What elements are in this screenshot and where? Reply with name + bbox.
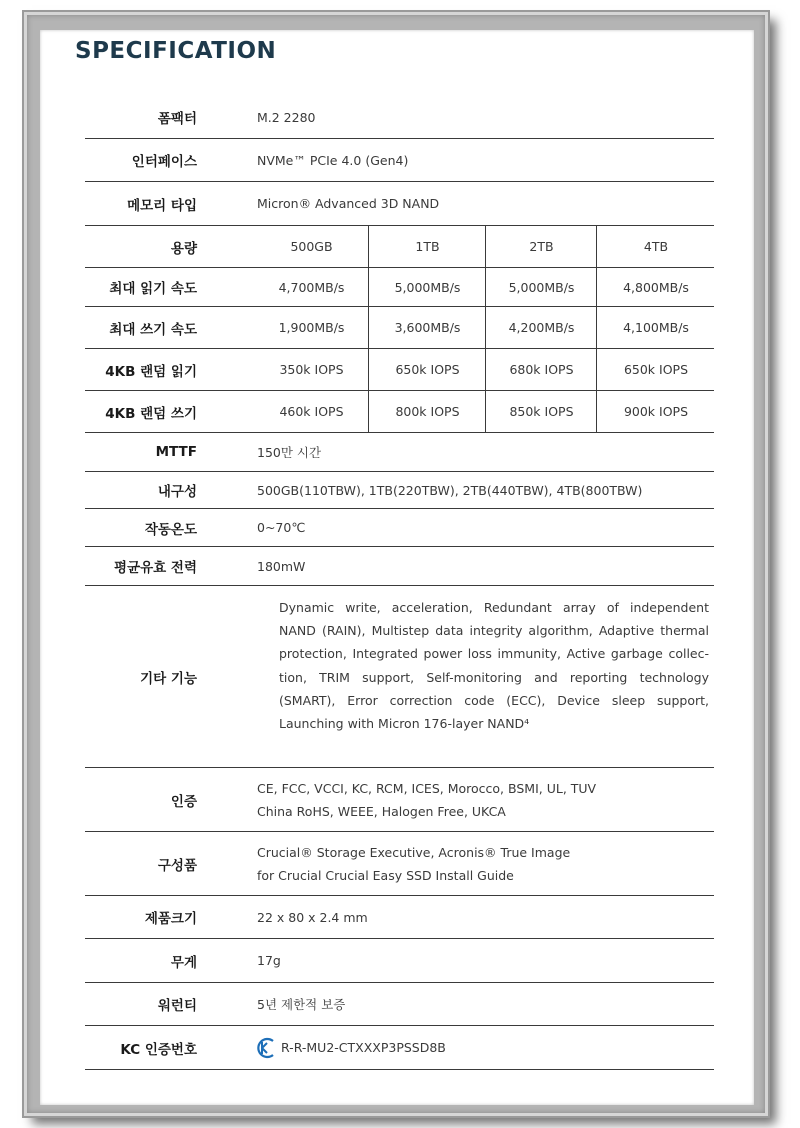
spec-label: 제품크기 <box>144 911 197 927</box>
spec-value <box>257 832 707 895</box>
random-write-row <box>85 391 714 433</box>
table-cell: 5,000MB/s <box>368 268 486 306</box>
table-cell: 350k IOPS <box>279 362 344 377</box>
spec-row-dimensions <box>85 896 714 939</box>
spec-value: 22 x 80 x 2.4 mm <box>257 909 368 925</box>
spec-value: M.2 2280 <box>257 109 316 125</box>
table-cell: 4,100MB/s <box>596 307 715 348</box>
capacity-cell: 1TB <box>368 226 486 267</box>
table-cell: 1,900MB/s <box>278 320 345 335</box>
spec-row-warranty <box>85 983 714 1026</box>
spec-value <box>257 1026 707 1069</box>
components-line: Crucial® Storage Executive, Acronis® True Image <box>257 844 571 860</box>
features-line: tion, TRIM support, Self-monitoring and reporting technology <box>279 669 709 685</box>
spec-label: 구성품 <box>157 857 197 874</box>
spec-value <box>257 768 707 831</box>
spec-row-form-factor <box>85 96 714 139</box>
spec-label: 폼팩터 <box>157 111 197 127</box>
table-cell: 800k IOPS <box>368 391 486 432</box>
features-line: (SMART), Error correction code (ECC), Device sleep support, <box>279 692 709 708</box>
table-cell: 4,200MB/s <box>485 307 597 348</box>
features-line: Dynamic write, acceleration, Redundant array of independent <box>279 600 709 615</box>
spec-label: 내구성 <box>157 484 197 500</box>
spec-label: 최대 쓰기 속도 <box>109 321 197 338</box>
table-cell: 680k IOPS <box>485 349 597 390</box>
kc-mark-icon <box>257 1037 275 1059</box>
spec-row-weight <box>85 939 714 983</box>
capacity-cell: 500GB <box>290 239 333 254</box>
spec-value: 500GB(110TBW), 1TB(220TBW), 2TB(440TBW), 4TB(800TBW) <box>257 482 643 498</box>
features-line: Launching with Micron 176-layer NAND⁴ <box>279 716 530 732</box>
spec-row-operating-temp <box>85 509 714 547</box>
spec-label: 평균유효 전력 <box>114 560 197 576</box>
random-read-row <box>85 349 714 391</box>
spec-label: MTTF <box>155 444 197 460</box>
spec-row-avg-power <box>85 547 714 586</box>
spec-row-memory-type <box>85 182 714 226</box>
spec-label: 작동온도 <box>144 521 197 538</box>
table-cell: 5,000MB/s <box>485 268 597 306</box>
spec-value: NVMe™ PCIe 4.0 (Gen4) <box>257 152 409 168</box>
spec-label: 인터페이스 <box>131 154 197 170</box>
table-cell: 650k IOPS <box>368 349 486 390</box>
page-title: SPECIFICATION <box>75 38 277 64</box>
spec-label: 용량 <box>170 240 197 257</box>
spec-row-mttf <box>85 433 714 472</box>
spec-value: 0~70℃ <box>257 520 306 535</box>
spec-label: 최대 읽기 속도 <box>109 281 197 297</box>
spec-row-endurance <box>85 472 714 509</box>
spec-value: Micron® Advanced 3D NAND <box>257 196 440 211</box>
spec-row-kc-number <box>85 1026 714 1070</box>
table-cell: 650k IOPS <box>596 349 715 390</box>
spec-label: 메모리 타입 <box>127 197 197 214</box>
spec-value: 17g <box>257 953 281 968</box>
table-cell: 4,800MB/s <box>596 268 715 306</box>
spec-value: 180mW <box>257 558 306 574</box>
table-cell: 460k IOPS <box>279 404 344 419</box>
cert-line: CE, FCC, VCCI, KC, RCM, ICES, Morocco, BSMI, UL, TUV <box>257 780 597 796</box>
spec-label: 워런티 <box>157 998 197 1014</box>
kc-number-text: R-R-MU2-CTXXXP3PSSD8B <box>281 1040 446 1055</box>
max-read-row <box>85 268 714 307</box>
features-text <box>279 596 709 735</box>
table-cell: 850k IOPS <box>485 391 597 432</box>
spec-label: 4KB 랜덤 쓰기 <box>105 405 197 422</box>
spec-label: KC 인증번호 <box>120 1041 197 1058</box>
capacity-header-row <box>85 226 714 268</box>
spec-value: 150만 시간 <box>257 445 322 460</box>
spec-label: 4KB 랜덤 읽기 <box>105 363 197 380</box>
features-line: NAND (RAIN), Multistep data integrity algorithm, Adaptive thermal <box>279 623 709 639</box>
spec-label: 인증 <box>170 793 197 810</box>
spec-value: 5년 제한적 보증 <box>257 997 346 1012</box>
table-cell: 4,700MB/s <box>278 279 345 295</box>
table-cell: 3,600MB/s <box>368 307 486 348</box>
spec-label: 기타 기능 <box>140 670 197 687</box>
spec-label: 무게 <box>170 954 197 971</box>
table-cell: 900k IOPS <box>596 391 715 432</box>
features-line: protection, Integrated power loss immunity, Active garbage collec- <box>279 646 709 662</box>
capacity-cell: 4TB <box>596 226 715 267</box>
components-line: for Crucial Crucial Easy SSD Install Guide <box>257 867 514 883</box>
cert-line: China RoHS, WEEE, Halogen Free, UKCA <box>257 803 506 819</box>
spec-row-components <box>85 832 714 896</box>
spec-row-certification <box>85 768 714 832</box>
spec-row-interface <box>85 139 714 182</box>
kc-value-wrap <box>257 1037 446 1059</box>
capacity-cell: 2TB <box>485 226 597 267</box>
max-write-row <box>85 307 714 349</box>
